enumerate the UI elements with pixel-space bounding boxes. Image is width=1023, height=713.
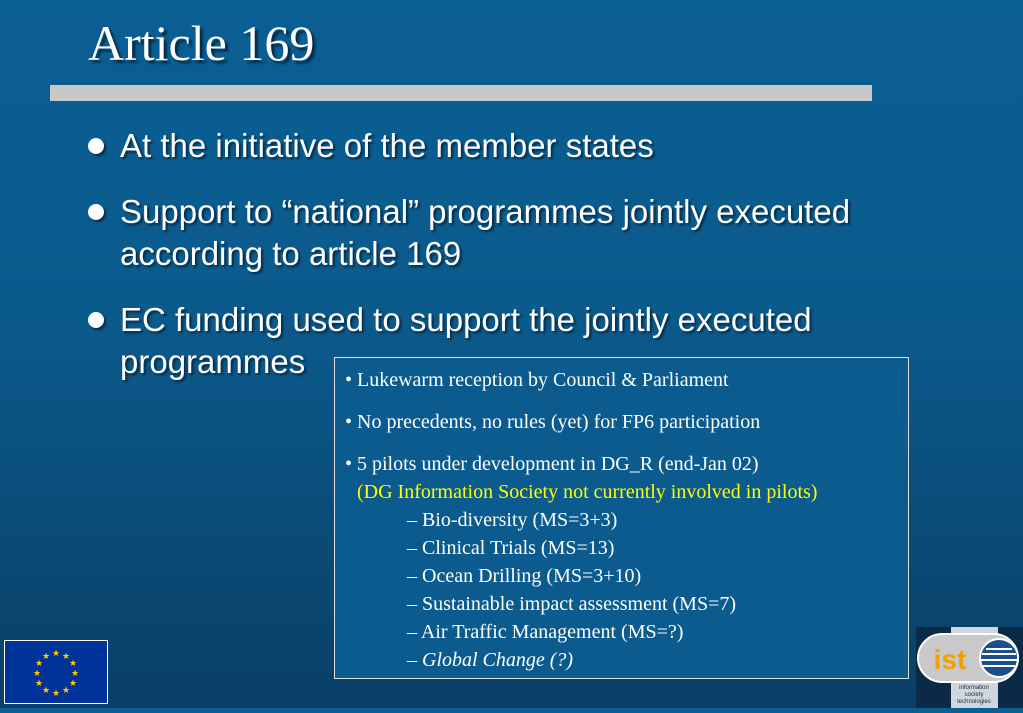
svg-text:★: ★ bbox=[61, 652, 71, 662]
bullet-item-1 bbox=[88, 125, 968, 167]
ist-caption-2: society bbox=[964, 692, 984, 698]
pilot-label-italic: Global Change (?) bbox=[422, 649, 574, 671]
callout-note: (DG Information Society not currently involved in pilots) bbox=[357, 481, 818, 503]
pilot-item: – Air Traffic Management (MS=?) bbox=[407, 621, 684, 643]
pilot-item: – Sustainable impact assessment (MS=7) bbox=[407, 593, 737, 615]
pilot-dash: – bbox=[407, 649, 422, 671]
svg-text:★: ★ bbox=[34, 679, 44, 689]
bullet-text: At the initiative of the member states bbox=[120, 127, 654, 164]
svg-text:★: ★ bbox=[34, 659, 44, 669]
pilot-item: – Ocean Drilling (MS=3+10) bbox=[407, 565, 642, 587]
svg-text:★: ★ bbox=[70, 669, 80, 679]
pilot-item-last bbox=[345, 646, 900, 674]
ist-caption-3: technologies bbox=[957, 699, 991, 705]
eu-stars-icon bbox=[5, 641, 107, 703]
bullet-text: Support to “national” programmes jointly executed according to article 169 bbox=[120, 193, 851, 272]
bullet-text: EC funding used to support the jointly executed programmes bbox=[120, 301, 812, 380]
svg-text:★: ★ bbox=[61, 686, 71, 696]
pilot-item: – Clinical Trials (MS=13) bbox=[407, 537, 615, 559]
pilot-item: – Bio-diversity (MS=3+3) bbox=[407, 509, 618, 531]
title-underline-bar bbox=[50, 85, 872, 101]
bullet-item-2 bbox=[88, 191, 968, 275]
callout-line: • 5 pilots under development in DG_R (end-Jan 02) bbox=[345, 453, 759, 475]
svg-text:★: ★ bbox=[68, 659, 78, 669]
slide-title: Article 169 bbox=[88, 15, 315, 71]
ist-logo-icon bbox=[916, 627, 1023, 708]
bullet-dot-icon bbox=[88, 312, 104, 328]
callout-line: • No precedents, no rules (yet) for FP6 participation bbox=[345, 411, 761, 433]
svg-text:★: ★ bbox=[51, 689, 61, 699]
ist-caption-1: information bbox=[959, 685, 989, 691]
bullet-dot-icon bbox=[88, 138, 104, 154]
svg-text:★: ★ bbox=[68, 679, 78, 689]
eu-flag-icon bbox=[4, 640, 108, 704]
svg-text:★: ★ bbox=[51, 649, 61, 659]
callout-line: • Lukewarm reception by Council & Parliament bbox=[345, 369, 729, 391]
svg-text:★: ★ bbox=[32, 669, 42, 679]
svg-text:★: ★ bbox=[41, 652, 51, 662]
svg-text:★: ★ bbox=[41, 686, 51, 696]
bullet-dot-icon bbox=[88, 204, 104, 220]
callout-box bbox=[334, 357, 909, 679]
ist-logo-text: ist bbox=[933, 644, 967, 675]
